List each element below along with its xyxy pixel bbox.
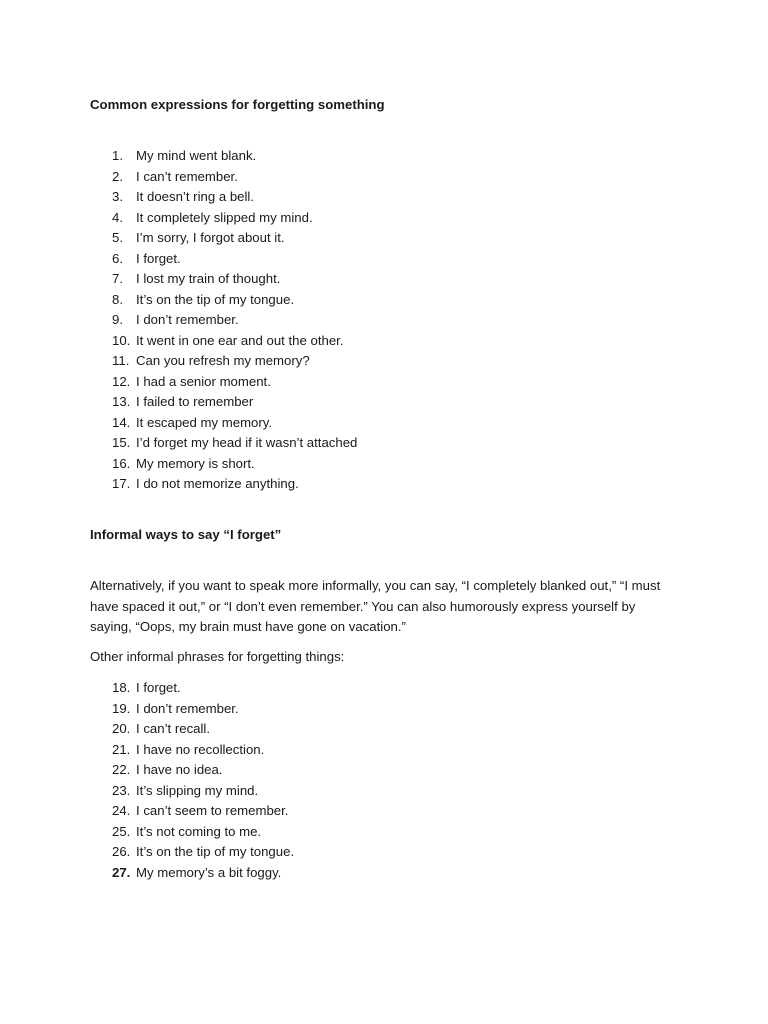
list-item-text: I’m sorry, I forgot about it.	[136, 230, 285, 245]
list-item-text: I can’t remember.	[136, 168, 238, 184]
list-item-number: 20.	[112, 721, 131, 736]
list-item-text: I do not memorize anything.	[136, 476, 299, 491]
list-item-number: 17.	[112, 476, 131, 491]
list-item-text: It’s on the tip of my tongue.	[136, 844, 295, 859]
list-item-text: It’s on the tip of my tongue.	[136, 291, 295, 307]
list-item-number: 5.	[112, 230, 123, 245]
list-item-number: 10.	[112, 332, 131, 348]
list-item-number: 21.	[112, 741, 131, 757]
list-item-text: I forget.	[136, 250, 181, 266]
list-item-text: I forget.	[136, 680, 181, 695]
list-item-text: I don’t remember.	[136, 700, 239, 716]
list-item-number: 4.	[112, 209, 123, 225]
list-item-number: 25.	[112, 823, 131, 839]
list-item-number: 18.	[112, 680, 131, 695]
list-item-text: I failed to remember	[136, 394, 254, 409]
list-item-number: 14.	[112, 414, 131, 430]
section-heading-common-expressions: Common expressions for forgetting something	[90, 97, 385, 112]
informal-paragraph: Alternatively, if you want to speak more informally, you can say, “I completely blanked out,” “I must have spaced it out,” or “I don’t even remember.” You can also humorously express yourself by saying, “Oops, my brain must have gone on vacation.”	[90, 578, 661, 635]
list-item-number: 7.	[112, 271, 123, 286]
list-item-number: 6.	[112, 250, 123, 266]
list-item-text: I can’t seem to remember.	[136, 803, 289, 818]
list-item-text: My memory is short.	[136, 455, 255, 471]
list-item-text: It completely slipped my mind.	[136, 209, 313, 225]
list-item-number: 15.	[112, 435, 131, 450]
list-item-number: 19.	[112, 700, 131, 716]
list-item-number: 11.	[112, 353, 130, 368]
list-item-number: 26.	[112, 844, 131, 859]
list-item-text: I’d forget my head if it wasn’t attached	[136, 435, 358, 450]
list-item-number: 2.	[112, 168, 123, 184]
list-item-text: I have no recollection.	[136, 741, 265, 757]
list-item-text: I have no idea.	[136, 762, 223, 777]
list-item-text: It escaped my memory.	[136, 414, 273, 430]
list-item-number: 27.	[112, 864, 131, 880]
list-item-text: Can you refresh my memory?	[136, 353, 310, 368]
list-item-number: 3.	[112, 189, 123, 204]
list-item-number: 1.	[112, 148, 123, 163]
list-item-text: It’s not coming to me.	[136, 823, 262, 839]
list-item-text: It’s slipping my mind.	[136, 782, 259, 798]
list-item-text: I lost my train of thought.	[136, 271, 281, 286]
list-item-number: 13.	[112, 394, 131, 409]
list-item-number: 24.	[112, 803, 131, 818]
list-item-text: It went in one ear and out the other.	[136, 332, 344, 348]
list-item-number: 16.	[112, 455, 131, 471]
section-heading-informal-ways: Informal ways to say “I forget”	[90, 527, 282, 542]
list-item-text: I had a senior moment.	[136, 373, 271, 389]
informal-phrases-subheading: Other informal phrases for forgetting things:	[90, 649, 345, 664]
list-item-text: My mind went blank.	[136, 148, 257, 163]
list-item-number: 9.	[112, 312, 123, 327]
list-item-number: 12.	[112, 373, 131, 389]
list-item-text: I don’t remember.	[136, 312, 239, 327]
list-item-number: 23.	[112, 782, 131, 798]
list-item-text: It doesn’t ring a bell.	[136, 189, 255, 204]
list-item-text: I can’t recall.	[136, 721, 211, 736]
list-item-number: 22.	[112, 762, 131, 777]
list-item-number: 8.	[112, 291, 123, 307]
list-item-text: My memory’s a bit foggy.	[136, 864, 282, 880]
